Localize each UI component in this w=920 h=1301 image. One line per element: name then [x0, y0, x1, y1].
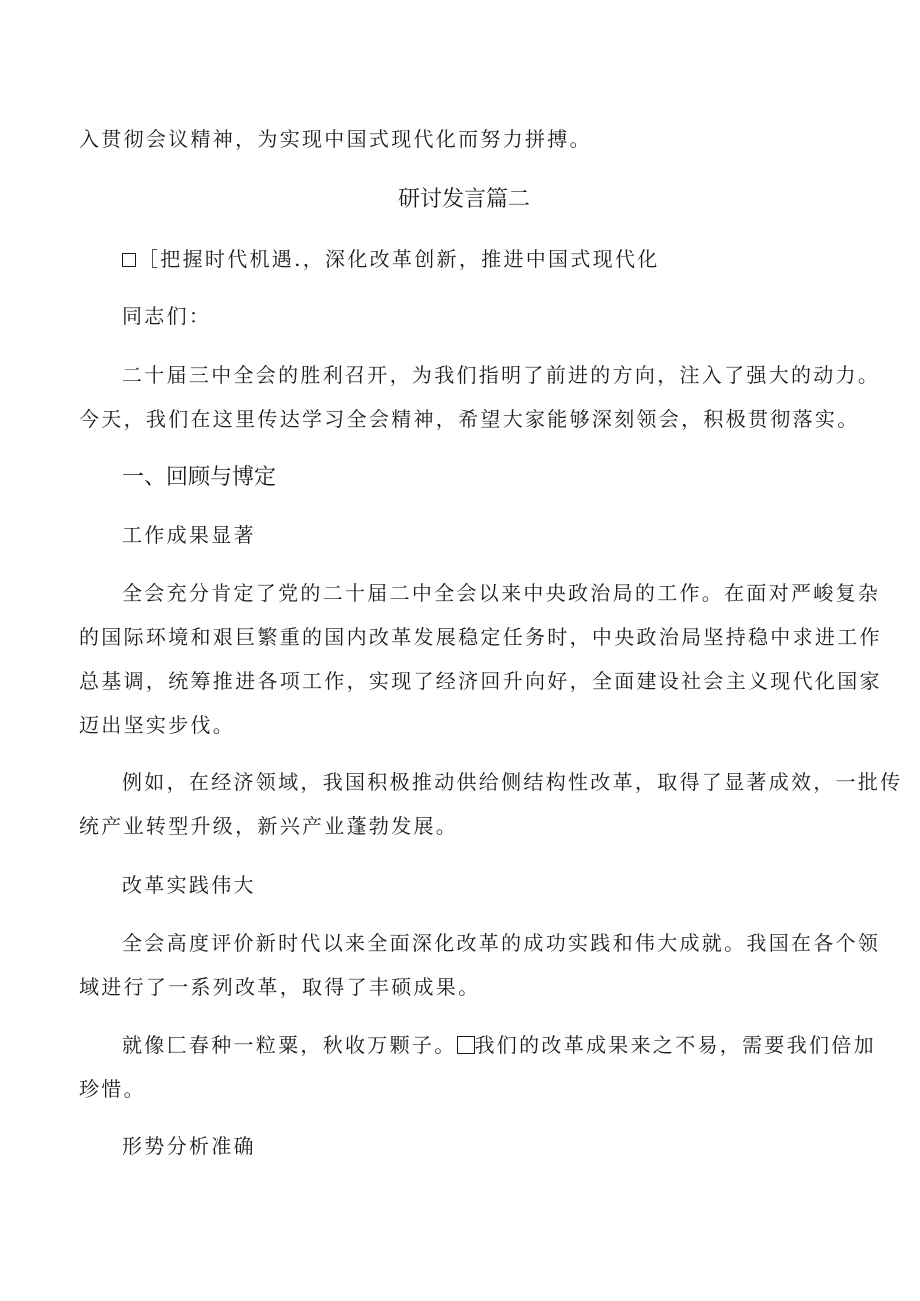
paragraph-line: 全会充分肯定了党的二十届二中全会以来中央政治局的工作。在面对严峻复杂 — [122, 581, 881, 605]
intro-line-1: 二十届三中全会的胜利召开，为我们指明了前进的方向，注入了强大的动力。 — [122, 363, 881, 387]
intro-line-2: 今天，我们在这里传达学习全会精神，希望大家能够深刻领会，积极贯彻落实。 — [79, 407, 860, 431]
paragraph-line: 统产业转型升级，新兴产业蓬勃发展。 — [79, 814, 459, 838]
paragraph-line: 迈出坚实步伐。 — [79, 713, 236, 737]
paragraph-line: 例如，在经济领域，我国积极推动供给侧结构性改革，取得了显著成效，一批传 — [122, 770, 903, 794]
paragraph-line — [122, 1034, 876, 1056]
missing-glyph-box-icon — [457, 1036, 475, 1054]
section-heading-1: 一、回顾与博定 — [122, 465, 277, 490]
subsection-title-2: 改革实践伟大 — [122, 873, 256, 897]
subtitle-text: ［把握时代机遇.，深化改革创新，推进中国式现代化 — [138, 247, 660, 271]
subtitle-line — [122, 248, 660, 270]
paragraph-line: 全会高度评价新时代以来全面深化改革的成功实践和伟大成就。我国在各个领 — [122, 931, 881, 955]
paragraph-segment: 我们的改革成果来之不易，需要我们倍加 — [474, 1033, 876, 1057]
continuation-text: 入贯彻会议精神，为实现中国式现代化而努力拼搏。 — [79, 127, 592, 151]
paragraph-line: 总基调，统筹推进各项工作，实现了经济回升向好，全面建设社会主义现代化国家 — [79, 669, 882, 693]
subsection-title-3: 形势分析准确 — [122, 1134, 256, 1158]
missing-glyph-box-icon — [122, 253, 136, 267]
section-title: 研讨发言篇二 — [398, 187, 531, 212]
paragraph-segment: 就像匚春种一粒粟，秋收万颗子。 — [122, 1033, 457, 1057]
greeting: 同志们： — [122, 304, 212, 328]
paragraph-line: 珍惜。 — [79, 1077, 146, 1101]
paragraph-line: 的国际环境和艰巨繁重的国内改革发展稳定任务时，中央政治局坚持稳中求进工作 — [79, 625, 882, 649]
subsection-title-1: 工作成果显著 — [122, 523, 256, 547]
paragraph-line: 域进行了一系列改革，取得了丰硕成果。 — [79, 975, 481, 999]
